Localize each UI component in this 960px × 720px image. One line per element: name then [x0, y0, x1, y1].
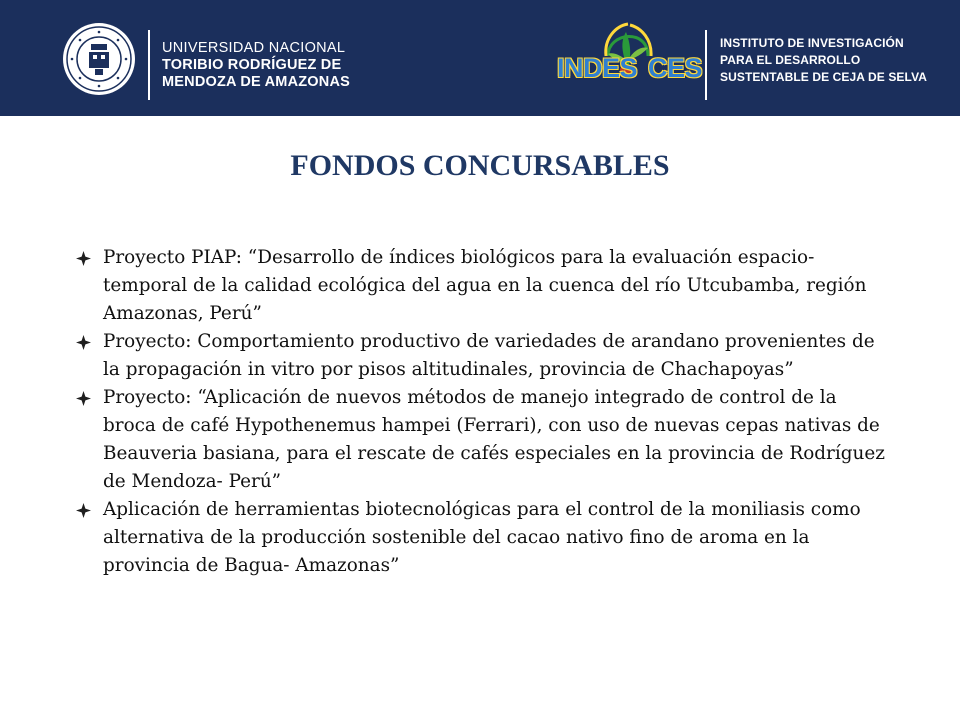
institute-name — [720, 35, 927, 86]
header-divider — [705, 30, 707, 100]
logo-word-indes: INDES — [557, 53, 638, 83]
list-item — [76, 244, 886, 328]
diamond-bullet-icon — [76, 391, 91, 406]
university-line-1: UNIVERSIDAD NACIONAL — [162, 40, 346, 56]
university-seal-icon — [62, 22, 136, 96]
project-list — [76, 244, 886, 580]
diamond-bullet-icon — [76, 503, 91, 518]
diamond-bullet-icon — [76, 335, 91, 350]
header-divider — [148, 30, 150, 100]
list-item — [76, 496, 886, 580]
list-item — [76, 328, 886, 384]
list-item — [76, 384, 886, 496]
university-line-2: TORIBIO RODRÍGUEZ DE — [162, 57, 342, 73]
institute-line-3: SUSTENTABLE DE CEJA DE SELVA — [720, 70, 928, 84]
institute-line-1: INSTITUTO DE INVESTIGACIÓN — [720, 36, 904, 50]
university-line-3: MENDOZA DE AMAZONAS — [162, 74, 350, 90]
list-item-text: Proyecto: Comportamiento productivo de variedades de arandano provenientes de la propagación in vitro por pisos altitudinales, provincia de Chachapoyas” — [103, 331, 875, 380]
diamond-bullet-icon — [76, 251, 91, 266]
page-title: FONDOS CONCURSABLES — [290, 149, 670, 182]
list-item-text: Proyecto: “Aplicación de nuevos métodos de manejo integrado de control de la broca de café Hypothenemus hampei (Ferrari), con uso de nuevas cepas nativas de Beauveria basiana, para el rescate de cafés especiales en la provincia de Rodríguez de Mendoza- Perú” — [103, 387, 885, 492]
logo-word-ces: CES — [648, 53, 703, 83]
university-name — [162, 40, 350, 91]
institute-line-2: PARA EL DESARROLLO — [720, 53, 861, 67]
header-banner — [0, 0, 960, 116]
list-item-text: Aplicación de herramientas biotecnológicas para el control de la moniliasis como alternativa de la producción sostenible del cacao nativo fino de aroma en la provincia de Bagua- Amazonas” — [103, 499, 861, 576]
list-item-text: Proyecto PIAP: “Desarrollo de índices biológicos para la evaluación espacio-temporal de la calidad ecológica del agua en la cuenca del río Utcubamba, región Amazonas, Perú” — [103, 247, 867, 324]
